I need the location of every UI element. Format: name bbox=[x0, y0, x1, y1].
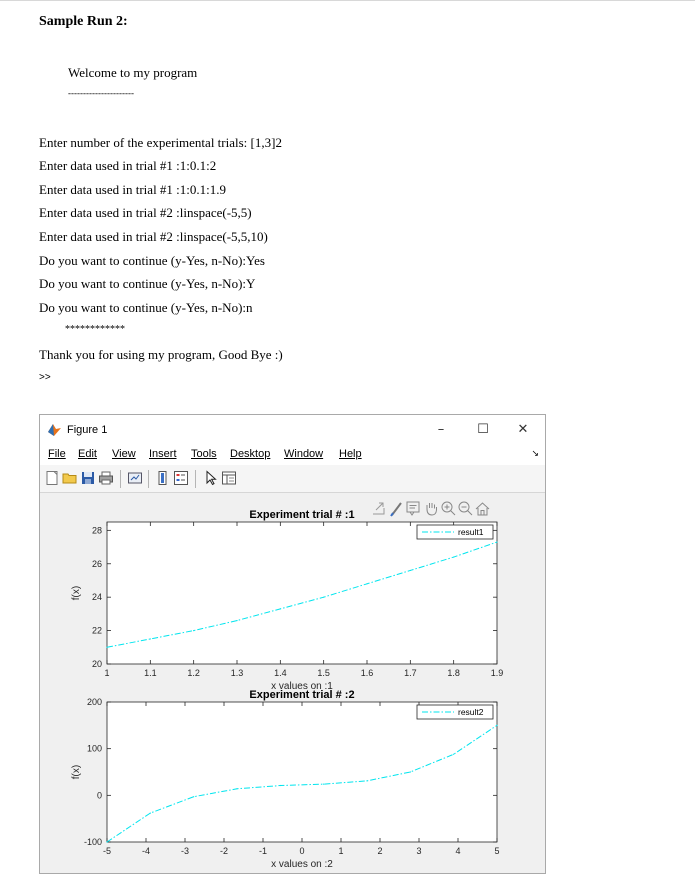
welcome-line: Welcome to my program bbox=[68, 65, 198, 80]
print-icon[interactable] bbox=[98, 470, 114, 486]
legend-label: result2 bbox=[458, 707, 484, 717]
console-line: Enter data used in trial #2 :linspace(-5,5,10) bbox=[39, 229, 268, 244]
data-point bbox=[280, 785, 281, 786]
zoom-in-icon[interactable] bbox=[442, 502, 455, 515]
plots-canvas bbox=[40, 493, 545, 873]
x-tick-label: -5 bbox=[102, 846, 112, 856]
data-point bbox=[366, 583, 367, 584]
x-tick-label: 1 bbox=[338, 846, 344, 856]
data-point bbox=[496, 725, 497, 726]
data-point bbox=[366, 780, 367, 781]
goodbye-line: Thank you for using my program, Good Bye :) bbox=[39, 347, 283, 362]
save-icon[interactable] bbox=[80, 470, 96, 486]
console-line: Do you want to continue (y-Yes, n-No):Y bbox=[39, 276, 256, 291]
console-line: Enter number of the experimental trials: [1,3]2 bbox=[39, 135, 282, 150]
link-plot-icon[interactable] bbox=[127, 470, 143, 486]
x-tick-label: 5 bbox=[494, 846, 500, 856]
zoom-out-icon[interactable] bbox=[459, 502, 472, 515]
data-point bbox=[410, 570, 411, 571]
matlab-logo-icon bbox=[48, 424, 61, 436]
figure-window bbox=[39, 414, 546, 874]
console-line: Enter data used in trial #1 :1:0.1:2 bbox=[39, 158, 217, 173]
data-point bbox=[496, 541, 497, 542]
x-axis-label: x values on :1 bbox=[271, 681, 333, 692]
brush-icon[interactable] bbox=[391, 503, 401, 516]
data-point bbox=[236, 788, 237, 789]
y-tick-label: 200 bbox=[86, 697, 102, 707]
minimize-button[interactable]: – bbox=[437, 422, 445, 437]
axes-box[interactable] bbox=[107, 702, 497, 842]
x-tick-label: 1.9 bbox=[490, 668, 504, 678]
export-icon[interactable] bbox=[373, 503, 384, 514]
y-tick-label: 22 bbox=[91, 625, 102, 636]
colorbar-icon[interactable] bbox=[155, 470, 171, 486]
chart-title: Experiment trial # :1 bbox=[249, 509, 355, 521]
y-tick-label: 28 bbox=[91, 525, 102, 536]
x-tick-label: -3 bbox=[180, 846, 190, 856]
x-tick-label: -4 bbox=[141, 846, 151, 856]
axes-toolbar bbox=[373, 502, 489, 516]
x-tick-label: 1 bbox=[104, 668, 110, 678]
data-point bbox=[193, 796, 194, 797]
data-point bbox=[150, 638, 151, 639]
data-point bbox=[236, 620, 237, 621]
y-tick-label: 100 bbox=[86, 743, 102, 754]
data-point bbox=[410, 771, 411, 772]
toolbar-separator bbox=[195, 470, 196, 488]
x-tick-label: 1.8 bbox=[447, 668, 460, 678]
chart-2 bbox=[71, 689, 500, 870]
sample-run-heading: Sample Run 2: bbox=[39, 14, 128, 29]
menu-help[interactable]: Help bbox=[339, 448, 362, 460]
x-tick-label: 1.7 bbox=[404, 668, 417, 678]
data-point bbox=[453, 556, 454, 557]
chart-1 bbox=[71, 509, 503, 692]
data-point bbox=[150, 812, 151, 813]
data-point bbox=[193, 630, 194, 631]
property-inspector-icon[interactable] bbox=[221, 470, 237, 486]
menu-edit[interactable]: Edit bbox=[78, 448, 97, 460]
dashes-line: ---------------------- bbox=[68, 88, 134, 98]
x-tick-label: 1.2 bbox=[187, 668, 200, 678]
menu-tools[interactable]: Tools bbox=[191, 448, 217, 460]
x-tick-label: 4 bbox=[455, 846, 461, 856]
y-tick-label: 26 bbox=[91, 558, 102, 569]
legend[interactable] bbox=[417, 705, 493, 719]
x-tick-label: 1.5 bbox=[317, 668, 330, 678]
y-axis-label: f(x) bbox=[71, 585, 82, 601]
menu-insert[interactable]: Insert bbox=[149, 448, 177, 460]
menu-file[interactable]: File bbox=[48, 448, 66, 460]
axes-box[interactable] bbox=[107, 522, 497, 664]
figure-toolbar bbox=[40, 465, 545, 493]
y-tick-label: -100 bbox=[83, 837, 102, 847]
chart-title: Experiment trial # :2 bbox=[249, 689, 355, 701]
y-tick-label: 0 bbox=[96, 790, 102, 801]
legend[interactable] bbox=[417, 525, 493, 539]
console-line: Enter data used in trial #2 :linspace(-5,5) bbox=[39, 205, 252, 220]
charts bbox=[71, 509, 503, 870]
data-tips-icon[interactable] bbox=[407, 502, 419, 515]
toolbar-separator bbox=[120, 470, 121, 488]
stars-line: ************ bbox=[65, 324, 125, 335]
toolbar-separator bbox=[148, 470, 149, 488]
window-title: Figure 1 bbox=[67, 424, 108, 436]
page-top-border bbox=[0, 0, 695, 1]
title-bar[interactable] bbox=[40, 415, 545, 445]
x-tick-label: 1.3 bbox=[230, 668, 244, 678]
x-tick-label: 1.4 bbox=[274, 668, 287, 678]
data-point bbox=[106, 841, 107, 842]
data-point bbox=[323, 784, 324, 785]
command-prompt: >> bbox=[39, 372, 51, 383]
menu-bar bbox=[40, 445, 545, 465]
maximize-button[interactable]: ☐ bbox=[477, 422, 489, 437]
new-figure-icon[interactable] bbox=[44, 470, 60, 486]
x-tick-label: -2 bbox=[219, 846, 229, 856]
x-tick-label: 0 bbox=[299, 846, 305, 856]
x-tick-label: -1 bbox=[258, 846, 268, 856]
x-tick-label: 2 bbox=[377, 846, 383, 856]
restore-view-home-icon[interactable] bbox=[476, 503, 489, 515]
y-tick-label: 24 bbox=[91, 592, 102, 603]
menu-desktop[interactable]: Desktop bbox=[230, 448, 271, 460]
legend-label: result1 bbox=[458, 527, 484, 537]
y-tick-label: 20 bbox=[91, 659, 102, 669]
y-axis-label: f(x) bbox=[71, 764, 82, 780]
data-point bbox=[453, 754, 454, 755]
menu-window[interactable]: Window bbox=[284, 448, 324, 460]
data-point bbox=[280, 608, 281, 609]
console-line: Do you want to continue (y-Yes, n-No):Yes bbox=[39, 253, 265, 268]
x-axis-label: x values on :2 bbox=[271, 859, 333, 870]
data-point bbox=[106, 647, 107, 648]
edit-plot-arrow-icon[interactable] bbox=[203, 470, 219, 486]
console-line: Enter data used in trial #1 :1:0.1:1.9 bbox=[39, 182, 227, 197]
pan-hand-icon[interactable] bbox=[427, 503, 437, 515]
legend-icon[interactable] bbox=[173, 470, 189, 486]
console-line: Do you want to continue (y-Yes, n-No):n bbox=[39, 300, 253, 315]
open-file-icon[interactable] bbox=[62, 470, 78, 486]
data-point bbox=[323, 597, 324, 598]
dock-arrow-icon[interactable]: ↘ bbox=[531, 449, 539, 459]
x-tick-label: 3 bbox=[416, 846, 422, 856]
x-tick-label: 1.6 bbox=[360, 668, 374, 678]
x-tick-label: 1.1 bbox=[144, 668, 157, 678]
menu-view[interactable]: View bbox=[112, 448, 136, 460]
close-button[interactable]: ✕ bbox=[517, 422, 529, 437]
plot-area bbox=[40, 493, 545, 873]
